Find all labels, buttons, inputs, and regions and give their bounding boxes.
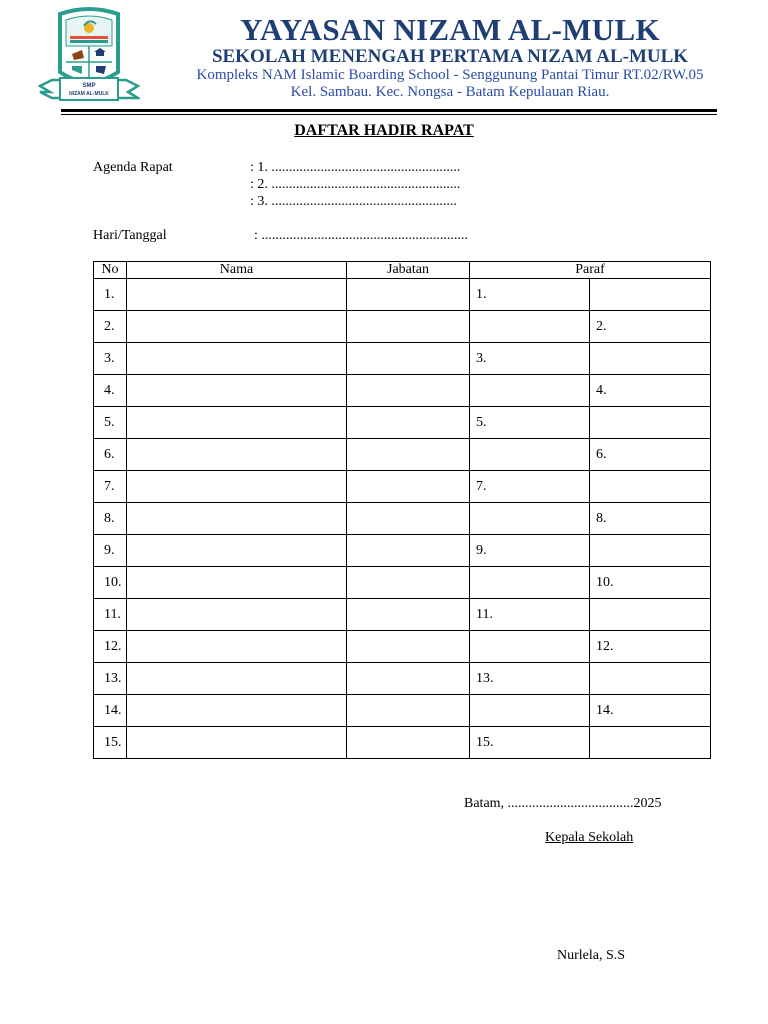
header-no: No bbox=[94, 262, 127, 279]
position-cell[interactable] bbox=[347, 663, 470, 695]
signature-cell-right[interactable] bbox=[590, 599, 711, 631]
date-value: : ........................................................... bbox=[254, 228, 468, 243]
agenda-line-2: : 2. ...................................................... bbox=[250, 177, 461, 192]
signature-cell-right[interactable]: 10. bbox=[590, 567, 711, 599]
signature-cell-right[interactable] bbox=[590, 407, 711, 439]
position-cell[interactable] bbox=[347, 535, 470, 567]
signature-cell-left[interactable]: 1. bbox=[470, 279, 590, 311]
position-cell[interactable] bbox=[347, 343, 470, 375]
row-number: 2. bbox=[94, 311, 127, 343]
name-cell[interactable] bbox=[127, 695, 347, 727]
name-cell[interactable] bbox=[127, 311, 347, 343]
row-number: 14. bbox=[94, 695, 127, 727]
position-cell[interactable] bbox=[347, 727, 470, 759]
position-cell[interactable] bbox=[347, 407, 470, 439]
signature-cell-right[interactable]: 2. bbox=[590, 311, 711, 343]
name-cell[interactable] bbox=[127, 407, 347, 439]
header-rule-thick bbox=[61, 109, 717, 112]
position-cell[interactable] bbox=[347, 631, 470, 663]
signature-cell-left[interactable]: 7. bbox=[470, 471, 590, 503]
table-row bbox=[94, 727, 711, 759]
name-cell[interactable] bbox=[127, 727, 347, 759]
row-number: 5. bbox=[94, 407, 127, 439]
signatory-position: Kepala Sekolah bbox=[545, 830, 634, 845]
position-cell[interactable] bbox=[347, 599, 470, 631]
row-number: 13. bbox=[94, 663, 127, 695]
table-row bbox=[94, 567, 711, 599]
signature-cell-right[interactable]: 14. bbox=[590, 695, 711, 727]
name-cell[interactable] bbox=[127, 567, 347, 599]
agenda-label: Agenda Rapat bbox=[93, 160, 173, 175]
table-header-row bbox=[94, 262, 711, 279]
signature-cell-right[interactable] bbox=[590, 279, 711, 311]
header-rule-thin bbox=[61, 114, 717, 115]
row-number: 10. bbox=[94, 567, 127, 599]
position-cell[interactable] bbox=[347, 695, 470, 727]
row-number: 1. bbox=[94, 279, 127, 311]
name-cell[interactable] bbox=[127, 279, 347, 311]
attendance-table bbox=[93, 261, 711, 759]
position-cell[interactable] bbox=[347, 503, 470, 535]
position-cell[interactable] bbox=[347, 279, 470, 311]
date-label: Hari/Tanggal bbox=[93, 228, 167, 243]
signature-cell-right[interactable] bbox=[590, 471, 711, 503]
name-cell[interactable] bbox=[127, 631, 347, 663]
document-title: DAFTAR HADIR RAPAT bbox=[294, 122, 474, 139]
signature-cell-left[interactable] bbox=[470, 567, 590, 599]
table-row bbox=[94, 631, 711, 663]
header-paraf: Paraf bbox=[470, 262, 711, 279]
signature-cell-left[interactable] bbox=[470, 311, 590, 343]
signature-cell-left[interactable]: 9. bbox=[470, 535, 590, 567]
table-row bbox=[94, 311, 711, 343]
table-row bbox=[94, 663, 711, 695]
table-row bbox=[94, 471, 711, 503]
row-number: 15. bbox=[94, 727, 127, 759]
agenda-line-3: : 3. ..................................................... bbox=[250, 194, 457, 209]
signature-cell-left[interactable] bbox=[470, 439, 590, 471]
signature-cell-left[interactable]: 3. bbox=[470, 343, 590, 375]
school-address-line2: Kel. Sambau. Kec. Nongsa - Batam Kepulauan Riau. bbox=[290, 84, 610, 100]
row-number: 8. bbox=[94, 503, 127, 535]
row-number: 11. bbox=[94, 599, 127, 631]
signature-cell-left[interactable] bbox=[470, 631, 590, 663]
position-cell[interactable] bbox=[347, 471, 470, 503]
place-date: Batam, ....................................2025 bbox=[464, 796, 662, 811]
row-number: 6. bbox=[94, 439, 127, 471]
signature-cell-left[interactable]: 15. bbox=[470, 727, 590, 759]
table-row bbox=[94, 535, 711, 567]
signature-cell-left[interactable]: 13. bbox=[470, 663, 590, 695]
row-number: 12. bbox=[94, 631, 127, 663]
table-row bbox=[94, 279, 711, 311]
header-jabatan: Jabatan bbox=[347, 262, 470, 279]
school-address-line1: Kompleks NAM Islamic Boarding School - Senggunung Pantai Timur RT.02/RW.05 bbox=[196, 67, 704, 83]
table-row bbox=[94, 407, 711, 439]
agenda-line-1: : 1. ...................................................... bbox=[250, 160, 461, 175]
logo-text-name: NIZAM AL-MULK bbox=[69, 91, 109, 97]
signature-cell-left[interactable] bbox=[470, 503, 590, 535]
position-cell[interactable] bbox=[347, 439, 470, 471]
name-cell[interactable] bbox=[127, 535, 347, 567]
signature-cell-left[interactable] bbox=[470, 695, 590, 727]
position-cell[interactable] bbox=[347, 567, 470, 599]
school-name: SEKOLAH MENENGAH PERTAMA NIZAM AL-MULK bbox=[211, 46, 689, 67]
signature-cell-left[interactable]: 11. bbox=[470, 599, 590, 631]
name-cell[interactable] bbox=[127, 599, 347, 631]
signature-cell-right[interactable] bbox=[590, 535, 711, 567]
header-nama: Nama bbox=[127, 262, 347, 279]
name-cell[interactable] bbox=[127, 375, 347, 407]
row-number: 7. bbox=[94, 471, 127, 503]
signature-cell-right[interactable]: 4. bbox=[590, 375, 711, 407]
table-row bbox=[94, 343, 711, 375]
name-cell[interactable] bbox=[127, 439, 347, 471]
foundation-name: YAYASAN NIZAM AL-MULK bbox=[240, 12, 660, 47]
signature-cell-right[interactable] bbox=[590, 343, 711, 375]
school-logo bbox=[38, 6, 140, 104]
signature-cell-right[interactable] bbox=[590, 663, 711, 695]
position-cell[interactable] bbox=[347, 375, 470, 407]
table-row bbox=[94, 375, 711, 407]
table-row bbox=[94, 599, 711, 631]
name-cell[interactable] bbox=[127, 663, 347, 695]
position-cell[interactable] bbox=[347, 311, 470, 343]
signature-cell-right[interactable] bbox=[590, 727, 711, 759]
table-row bbox=[94, 503, 711, 535]
signature-cell-left[interactable]: 5. bbox=[470, 407, 590, 439]
signature-cell-right[interactable]: 12. bbox=[590, 631, 711, 663]
signature-cell-right[interactable]: 8. bbox=[590, 503, 711, 535]
name-cell[interactable] bbox=[127, 343, 347, 375]
signature-cell-left[interactable] bbox=[470, 375, 590, 407]
row-number: 3. bbox=[94, 343, 127, 375]
logo-text-smp: SMP bbox=[82, 83, 96, 89]
name-cell[interactable] bbox=[127, 471, 347, 503]
table-row bbox=[94, 439, 711, 471]
signature-cell-right[interactable]: 6. bbox=[590, 439, 711, 471]
signatory-name: Nurlela, S.S bbox=[557, 948, 626, 963]
row-number: 9. bbox=[94, 535, 127, 567]
table-row bbox=[94, 695, 711, 727]
row-number: 4. bbox=[94, 375, 127, 407]
name-cell[interactable] bbox=[127, 503, 347, 535]
